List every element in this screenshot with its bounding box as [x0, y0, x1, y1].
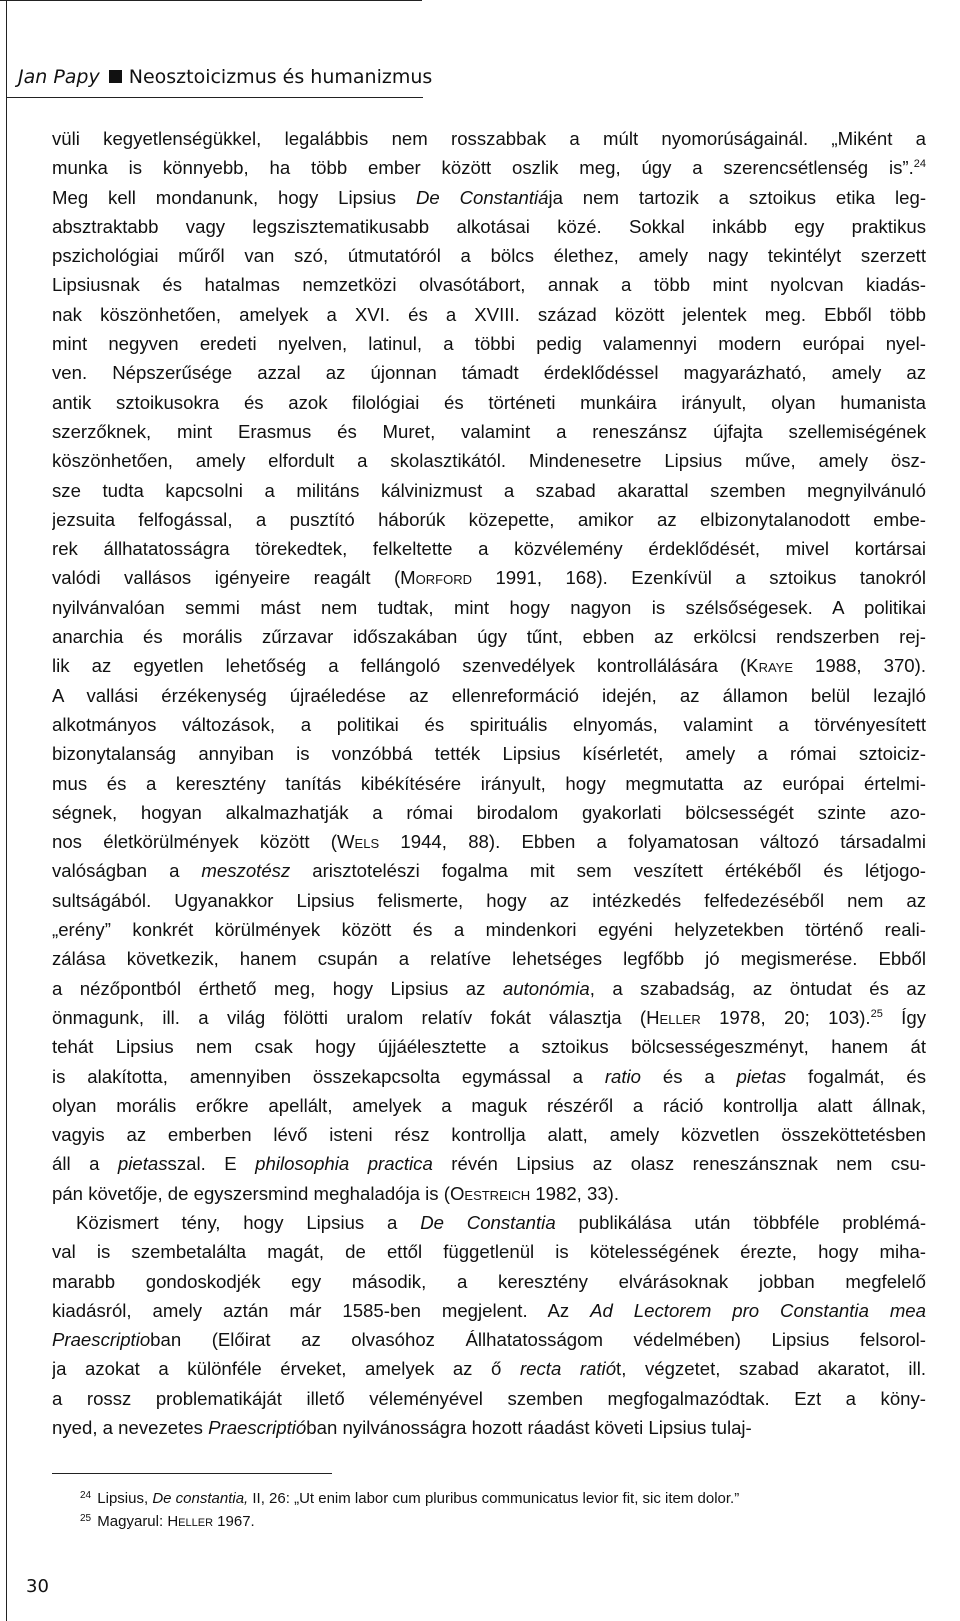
- text-run: A vallási érzékenység újraéledése az ellenreformáció idején, az államon belül lezajló: [52, 684, 926, 706]
- text-line: [52, 563, 926, 592]
- italic-run: Praescriptio: [52, 1329, 151, 1351]
- text-line: [52, 153, 926, 182]
- text-run: nak köszönhetően, amelyek a XVI. és a XVIII. század között jelentek meg. Ebből több: [52, 303, 926, 325]
- text-run: ban nyilvánosságra hozott ráadást követi Lipsius tulaj-: [306, 1417, 752, 1439]
- text-run: köszönhetően, amely elfordult a skolasztikától. Mindenesetre Lipsius műve, amely ösz-: [52, 450, 926, 472]
- body-text: [52, 124, 926, 1442]
- text-line: [52, 1091, 926, 1120]
- text-run: absztraktabb vagy legszisztematikusabb alkotásai közé. Sokkal inkább egy praktikus: [52, 215, 926, 237]
- text-run: II, 26: „Ut enim labor cum pluribus communicatus levior fit, sic item dolor.”: [248, 1490, 740, 1507]
- text-run: bizonytalanság annyiban is vonzóbbá tették Lipsius kísérletét, amely a római sztoiciz-: [52, 743, 926, 765]
- text-run: valóságban a: [52, 860, 202, 882]
- page-frame-top: [0, 0, 422, 1]
- text-line: [52, 1267, 926, 1296]
- text-run: 1991, 168). Ezenkívül a sztoikus tanokról: [471, 567, 926, 589]
- text-line: [52, 124, 926, 153]
- text-line: [52, 944, 926, 973]
- text-run: Közismert tény, hogy Lipsius a: [76, 1211, 421, 1233]
- text-run: önmagunk, ill. a világ fölötti uralom relatív fokát választja (: [52, 1006, 647, 1028]
- text-line: [52, 886, 926, 915]
- text-run: jezsuita felfogással, a pusztító háborúk közepette, amikor az elbizonytalanodott embe-: [52, 508, 926, 530]
- text-line: [52, 505, 926, 534]
- text-run: 1978, 20; 103).: [700, 1006, 871, 1028]
- text-run: nos életkörülmények között (: [52, 831, 337, 853]
- text-run: lik az egyetlen lehetőség a fellángoló szenvedélyek kontrollálására (: [52, 655, 747, 677]
- text-run: pszichológiai műről van szó, útmutatóról a bölcs élethez, amely nagy tekintélyt szerzett: [52, 245, 926, 267]
- text-run: t, végzetet, szabad akaratot, ill.: [616, 1358, 926, 1380]
- header-rule: [6, 97, 423, 98]
- text-line: [52, 1384, 926, 1413]
- italic-run: ratio: [604, 1065, 641, 1087]
- text-run: kiadásról, amely aztán már 1585-ben megjelent. Az: [52, 1299, 591, 1321]
- text-line: [52, 1149, 926, 1178]
- text-run: marabb gondoskodjék egy második, a keresztény elvárásoknak jobban megfelelő: [52, 1270, 926, 1292]
- text-run: fogalmát, és: [786, 1065, 926, 1087]
- text-line: [52, 681, 926, 710]
- text-line: [52, 769, 926, 798]
- text-run: szerzőknek, mint Erasmus és Muret, valamint a reneszánsz újfajta szellemiségének: [52, 420, 926, 442]
- text-line: [52, 300, 926, 329]
- text-run: szal. E: [167, 1153, 256, 1175]
- footnote-marker: 24: [913, 158, 926, 171]
- italic-run: Praescriptió: [208, 1417, 307, 1439]
- text-run: nyed, a nevezetes: [52, 1417, 209, 1439]
- text-run: ban (Előirat az olvasóhoz Állhatatosságom védelmében) Lipsius felsorol-: [150, 1329, 926, 1351]
- text-run: publikálása után többféle problémá-: [555, 1211, 926, 1233]
- text-run: anarchia és morális zűrzavar időszakában úgy tűnt, ebben az erkölcsi rendszerben rej-: [52, 626, 926, 648]
- text-run: „erény” konkrét körülmények között és a mindenkori egyéni helyzetekben történő reali-: [52, 919, 926, 941]
- text-run: révén Lipsius az olasz reneszánsznak nem csu-: [432, 1153, 926, 1175]
- text-line: [52, 1413, 926, 1442]
- header-author: Jan Papy: [18, 66, 100, 88]
- text-run: áll a: [52, 1153, 118, 1175]
- citation-author: Heller: [167, 1513, 214, 1530]
- italic-run: Ad Lectorem pro Constantia mea: [590, 1299, 926, 1321]
- footnote: [80, 1487, 739, 1510]
- text-line: [52, 651, 926, 680]
- text-run: rek állhatatosságra törekedtek, felkeltette a közvélemény érdeklődését, mivel kortársai: [52, 538, 926, 560]
- text-run: tehát Lipsius nem csak hogy újjáélesztette a sztoikus bölcsességeszményt, hanem át: [52, 1036, 926, 1058]
- text-run: arisztotelészi fogalma mit sem veszített értékéből és létjogo-: [290, 860, 926, 882]
- text-line: [52, 856, 926, 885]
- text-line: [52, 974, 926, 1003]
- text-line: [52, 915, 926, 944]
- text-run: Így: [882, 1006, 926, 1028]
- text-run: vüli kegyetlenségükkel, legalábbis nem rosszabbak a múlt nyomorúságainál. „Miként a: [52, 128, 926, 149]
- text-line: [52, 1120, 926, 1149]
- text-line: [52, 212, 926, 241]
- text-run: mint negyven eredeti nyelven, latinul, a többi pedig valamennyi modern európai nyel-: [52, 333, 926, 355]
- text-run: pán követője, de egyszersmind meghaladója is (: [52, 1182, 450, 1204]
- footnote-marker: 24: [80, 1490, 92, 1501]
- page-frame-left: [6, 0, 7, 1621]
- text-line: [52, 622, 926, 651]
- text-run: Lipsiusnak és hatalmas nemzetközi olvasótábort, annak a több mint nyolcvan kiadás-: [52, 274, 926, 296]
- text-line: [52, 1325, 926, 1354]
- citation-author: Morford: [400, 567, 472, 589]
- text-run: 1988, 370).: [793, 655, 926, 677]
- text-run: Meg kell mondanunk, hogy Lipsius: [52, 186, 416, 208]
- italic-run: pietas: [117, 1153, 168, 1175]
- text-run: alkotmányos változások, a politikai és spirituális elnyomás, valamint a törvényesített: [52, 713, 926, 735]
- text-line: [52, 1003, 926, 1032]
- italic-run: philosophia practica: [255, 1153, 433, 1175]
- text-run: a rossz problematikáját illető véleményével szemben megfogalmazódtak. Ezt a köny-: [52, 1387, 926, 1409]
- text-run: nyilvánvalóan semmi mást nem tudtak, mint hogy nagyon is szélsőségesek. A politikai: [52, 596, 926, 618]
- text-run: is alakította, amennyiben összekapcsolta egymással a: [52, 1065, 605, 1087]
- text-run: 1967.: [213, 1513, 255, 1530]
- text-line: [52, 183, 926, 212]
- text-line: [52, 710, 926, 739]
- text-run: sultságából. Ugyanakkor Lipsius felismerte, hogy az intézkedés felfedezéséből nem az: [52, 889, 926, 911]
- citation-author: Oestreich: [449, 1182, 531, 1204]
- text-line: [52, 329, 926, 358]
- text-line: [52, 1032, 926, 1061]
- text-line: [52, 1062, 926, 1091]
- italic-run: De Constantia: [420, 1211, 556, 1233]
- text-run: Lipsius,: [93, 1490, 153, 1507]
- citation-author: Kraye: [746, 655, 794, 677]
- text-line: [52, 358, 926, 387]
- text-line: [52, 446, 926, 475]
- text-run: vagyis az emberben lévő isteni rész kontrollja alatt, amely közvetlen összeköttetésben: [52, 1124, 926, 1146]
- text-line: [52, 241, 926, 270]
- text-run: ja nem tartozik a sztoikus etika leg-: [548, 186, 926, 208]
- text-run: a nézőpontból érthető meg, hogy Lipsius az: [52, 977, 503, 999]
- text-line: [52, 476, 926, 505]
- text-line: [52, 827, 926, 856]
- italic-run: recta ratió: [519, 1358, 617, 1380]
- italic-run: pietas: [736, 1065, 787, 1087]
- text-run: Magyarul:: [93, 1513, 168, 1530]
- italic-run: meszotész: [201, 860, 291, 882]
- text-run: valódi vallásos igényeire reagált (: [52, 567, 401, 589]
- text-run: 1944, 88). Ebben a folyamatosan változó társadalmi: [379, 831, 926, 853]
- text-line: [52, 1354, 926, 1383]
- text-line: [52, 388, 926, 417]
- text-line: [52, 270, 926, 299]
- text-run: 1982, 33).: [530, 1182, 620, 1204]
- text-run: olyan morális erőkre apellált, amelyek a maguk részéről a ráció kontrollja alatt állnak,: [52, 1094, 926, 1116]
- text-line: [52, 1179, 926, 1208]
- text-line: [52, 1296, 926, 1325]
- citation-author: Heller: [646, 1006, 701, 1028]
- text-line: [52, 739, 926, 768]
- text-run: zálása következik, hanem csupán a relatíve lehetséges legfőbb jó megismerése. Ebből: [52, 948, 926, 970]
- text-run: munka is könnyebb, ha több ember között oszlik meg, úgy a szerencsétlenség is”.: [52, 157, 914, 179]
- text-run: sze tudta kapcsolni a militáns kálvinizmust a szabad akarattal szemben megnyilvánuló: [52, 479, 926, 501]
- text-run: ségnek, hogyan alkalmazhatják a római birodalom gyakorlati bölcsességét szinte azo-: [52, 801, 926, 823]
- text-run: ven. Népszerűsége azzal az újonnan támadt érdeklődéssel magyarázható, amely az: [52, 362, 926, 384]
- footnotes: [80, 1487, 739, 1533]
- citation-author: Wels: [337, 831, 380, 853]
- text-run: , a szabadság, az öntudat és az: [589, 977, 926, 999]
- text-line: [52, 1208, 926, 1237]
- italic-run: De Constantiá: [415, 186, 549, 208]
- text-run: ja azokat a különféle érveket, amelyek az ő: [52, 1358, 520, 1380]
- text-line: [52, 534, 926, 563]
- text-run: mus és a keresztény tanítás kibékítésére irányult, hogy megmutatta az európai értelmi-: [52, 772, 926, 794]
- header-title: Neosztoicizmus és humanizmus: [128, 66, 433, 88]
- text-line: [52, 798, 926, 827]
- italic-run: De constantia,: [152, 1490, 249, 1507]
- text-run: és a: [641, 1065, 737, 1087]
- text-line: [52, 593, 926, 622]
- text-line: [52, 1237, 926, 1266]
- italic-run: autonómia: [502, 977, 590, 999]
- footnote-marker: 25: [870, 1007, 883, 1020]
- square-bullet-icon: [109, 70, 122, 83]
- footnote-rule: [52, 1473, 332, 1474]
- page-number: 30: [26, 1576, 49, 1597]
- text-line: [52, 417, 926, 446]
- footnote-marker: 25: [80, 1513, 92, 1524]
- footnote: [80, 1510, 739, 1533]
- running-header: [18, 66, 432, 88]
- text-run: antik sztoikusokra és azok filológiai és történeti munkáira irányult, olyan humanista: [52, 391, 926, 413]
- text-run: val is szembetalálta magát, de ettől függetlenül is kötelességének érezte, hogy miha-: [52, 1241, 926, 1263]
